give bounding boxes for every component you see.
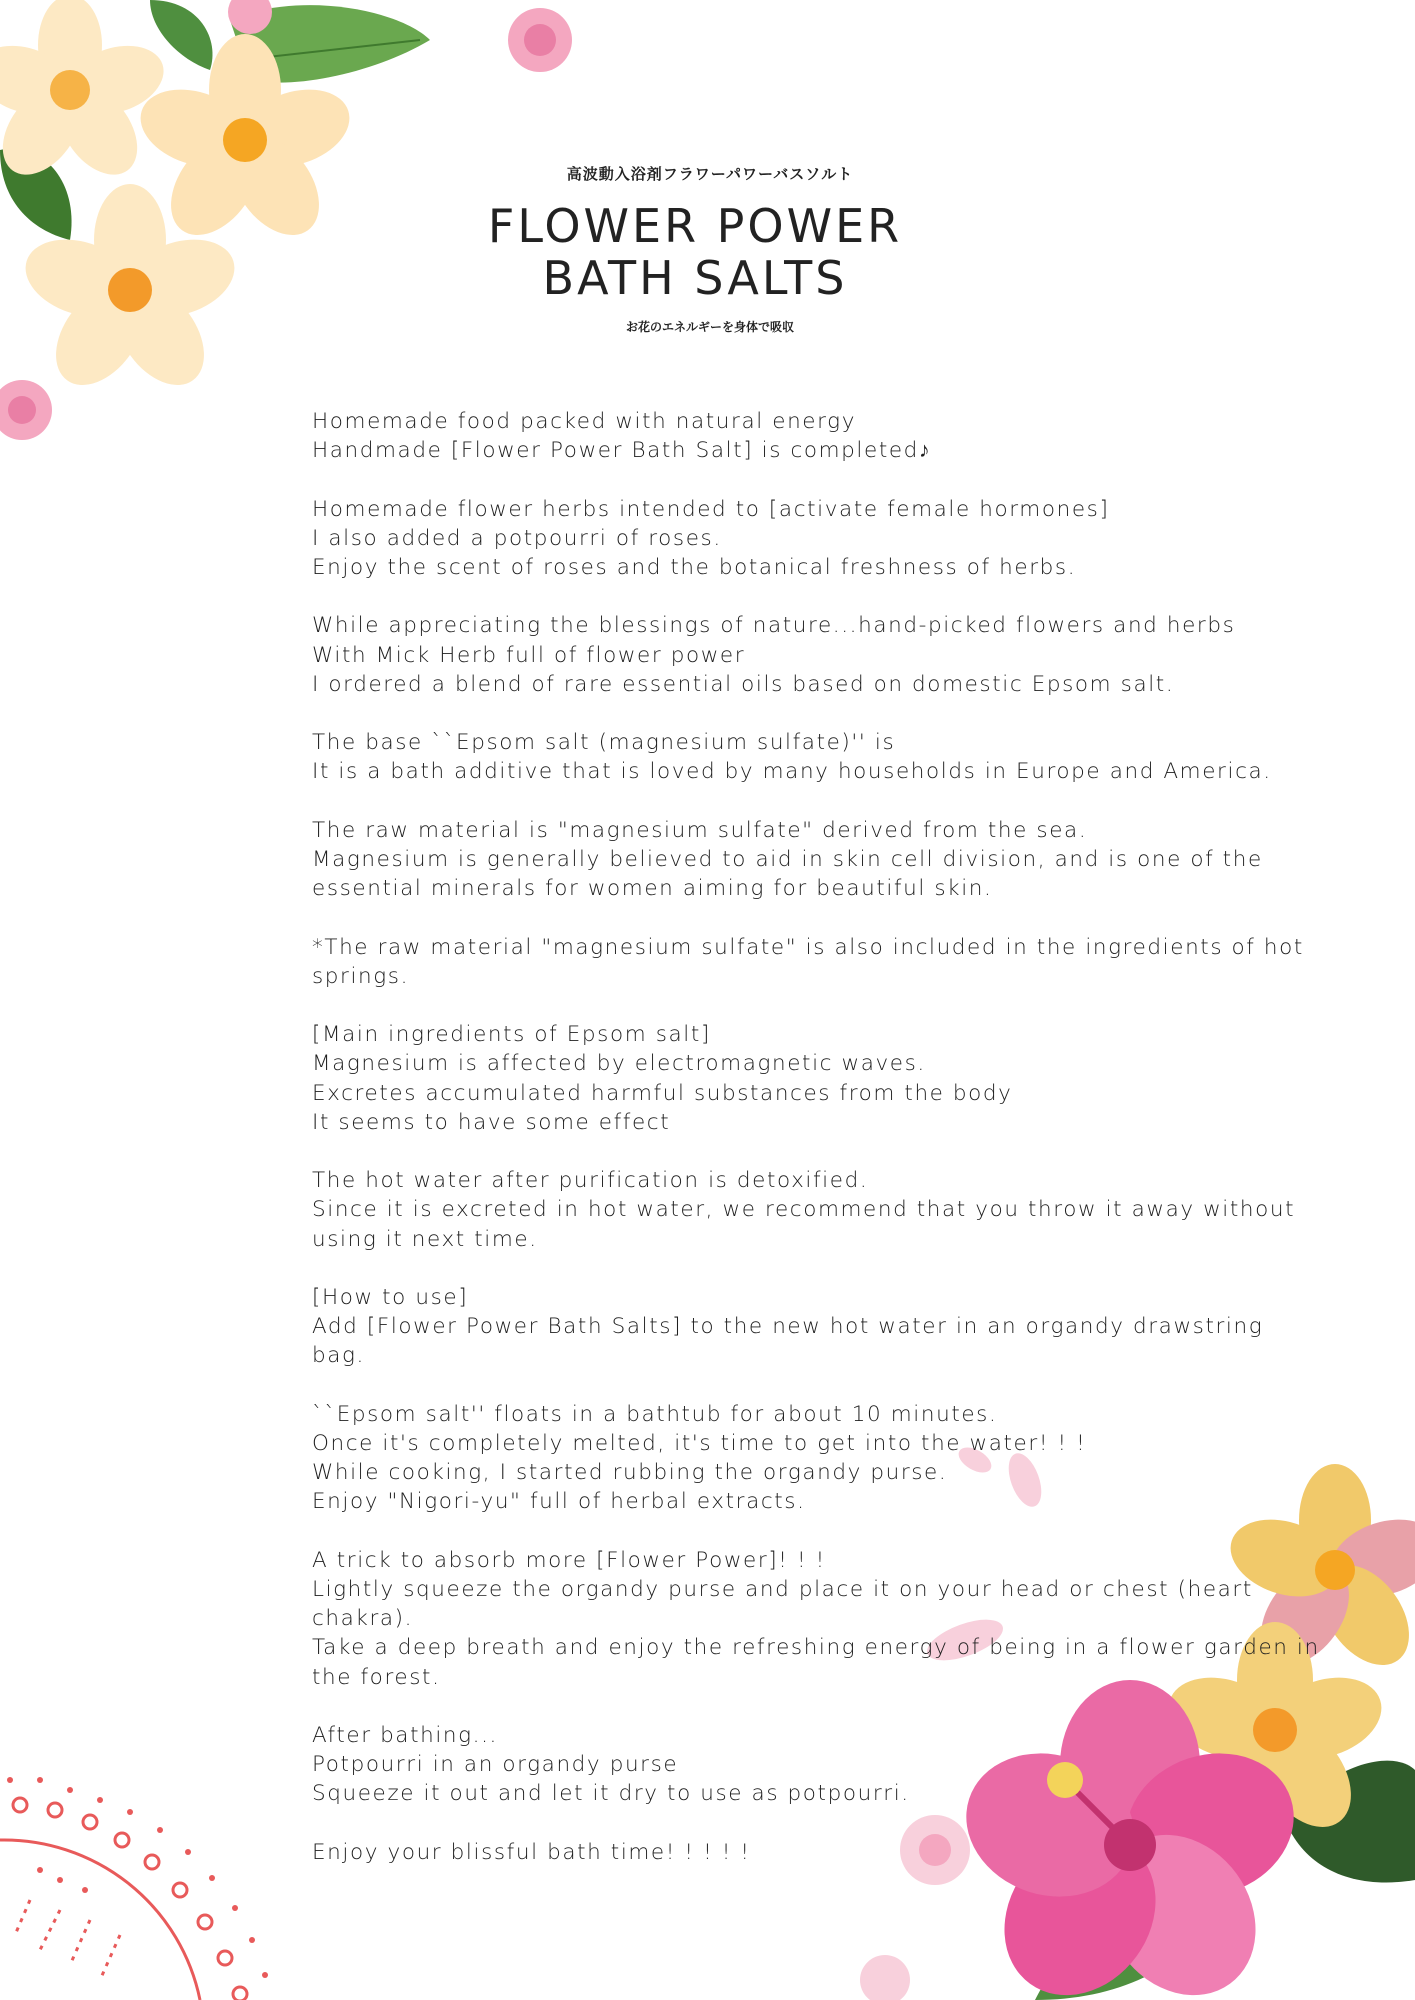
paragraph-line: Lightly squeeze the organdy purse and place it on your head or chest (heart (312, 1576, 1253, 1602)
paragraph-line: Once it's completely melted, it's time to get into the water! ! ! (312, 1430, 1087, 1456)
paragraph-line: springs. (312, 963, 410, 989)
paragraph (312, 611, 1387, 699)
paragraph-line: The base ``Epsom salt (magnesium sulfate)'' is (312, 730, 896, 756)
paragraph-line: Magnesium is generally believed to aid in skin cell division, and is one of the (312, 846, 1263, 872)
paragraph (312, 1283, 1387, 1371)
paragraph-line: [How to use] (312, 1284, 469, 1310)
paragraph-line: Enjoy the scent of roses and the botanical freshness of herbs. (312, 555, 1077, 580)
dotted-arc-icon (0, 1798, 247, 2000)
paragraph-line: It seems to have some effect (312, 1109, 671, 1135)
paragraph-line: *The raw material "magnesium sulfate" is also included in the ingredients of hot (312, 934, 1304, 960)
title-line-1: FLOWER POWER (487, 199, 903, 253)
paragraph-line: Homemade food packed with natural energy (312, 409, 857, 434)
paragraph-line: Handmade [Flower Power Bath Salt] is completed♪ (312, 438, 932, 464)
title-line-2: BATH SALTS (542, 251, 848, 305)
paragraph-line: While cooking, I started rubbing the organdy purse. (312, 1460, 948, 1486)
paragraph (312, 816, 1387, 904)
paragraph (312, 407, 1387, 465)
japanese-tagline: お花のエネルギーを身体で吸収 (625, 320, 794, 334)
paragraph (312, 495, 1387, 583)
paragraph-line: chakra). (312, 1606, 414, 1632)
paragraph-line: Magnesium is affected by electromagnetic waves. (312, 1051, 926, 1077)
paragraph (312, 1546, 1387, 1692)
paragraph (312, 728, 1387, 786)
paragraph-line: Take a deep breath and enjoy the refreshing energy of being in a flower garden in (312, 1635, 1320, 1661)
paragraph-line: A trick to absorb more [Flower Power]! ! ! (312, 1547, 826, 1573)
paragraph-line: Excretes accumulated harmful substances from the body (312, 1080, 1013, 1106)
page-title (380, 200, 1010, 304)
paragraph-line: essential minerals for women aiming for beautiful skin. (312, 876, 993, 902)
paragraph-line: Potpourri in an organdy purse (312, 1752, 679, 1778)
paragraph-line: Enjoy your blissful bath time! ! ! ! ! (312, 1839, 751, 1865)
paragraph-line: The raw material is "magnesium sulfate" derived from the sea. (312, 817, 1088, 843)
paragraph (312, 1020, 1387, 1137)
paragraph-line: Add [Flower Power Bath Salts] to the new hot water in an organdy drawstring (312, 1314, 1264, 1340)
paragraph (312, 1166, 1387, 1254)
paragraph-line: With Mick Herb full of flower power (312, 642, 746, 668)
paragraph-line: Since it is excreted in hot water, we recommend that you throw it away without (312, 1197, 1296, 1223)
paragraph (312, 933, 1387, 991)
paragraph-line: While appreciating the blessings of nature...hand-picked flowers and herbs (312, 613, 1236, 639)
paragraph-line: bag. (312, 1343, 365, 1369)
article-body (312, 407, 1387, 1896)
paragraph-line: ``Epsom salt'' floats in a bathtub for about 10 minutes. (312, 1401, 998, 1427)
paragraph-line: I ordered a blend of rare essential oils based on domestic Epsom salt. (312, 671, 1175, 697)
paragraph-line: the forest. (312, 1664, 441, 1690)
paragraph-line: It is a bath additive that is loved by many households in Europe and America. (312, 759, 1272, 785)
dotted-arc-decoration (0, 1750, 290, 2000)
paragraph (312, 1721, 1387, 1809)
paragraph-line: Homemade flower herbs intended to [activate female hormones] (312, 496, 1110, 522)
paragraph-line: Enjoy "Nigori-yu" full of herbal extracts. (312, 1489, 806, 1515)
paragraph-line: [Main ingredients of Epsom salt] (312, 1022, 711, 1048)
paragraph-line: After bathing... (312, 1722, 498, 1748)
paragraph (312, 1400, 1387, 1517)
paragraph-line: The hot water after purification is detoxified. (312, 1168, 869, 1194)
paragraph (312, 1838, 1387, 1867)
paragraph-line: I also added a potpourri of roses. (312, 525, 722, 551)
japanese-subtitle: 高波動入浴剤フラワーパワーバスソルト (566, 165, 854, 183)
paragraph-line: Squeeze it out and let it dry to use as potpourri. (312, 1781, 910, 1807)
paragraph-line: using it next time. (312, 1226, 538, 1252)
